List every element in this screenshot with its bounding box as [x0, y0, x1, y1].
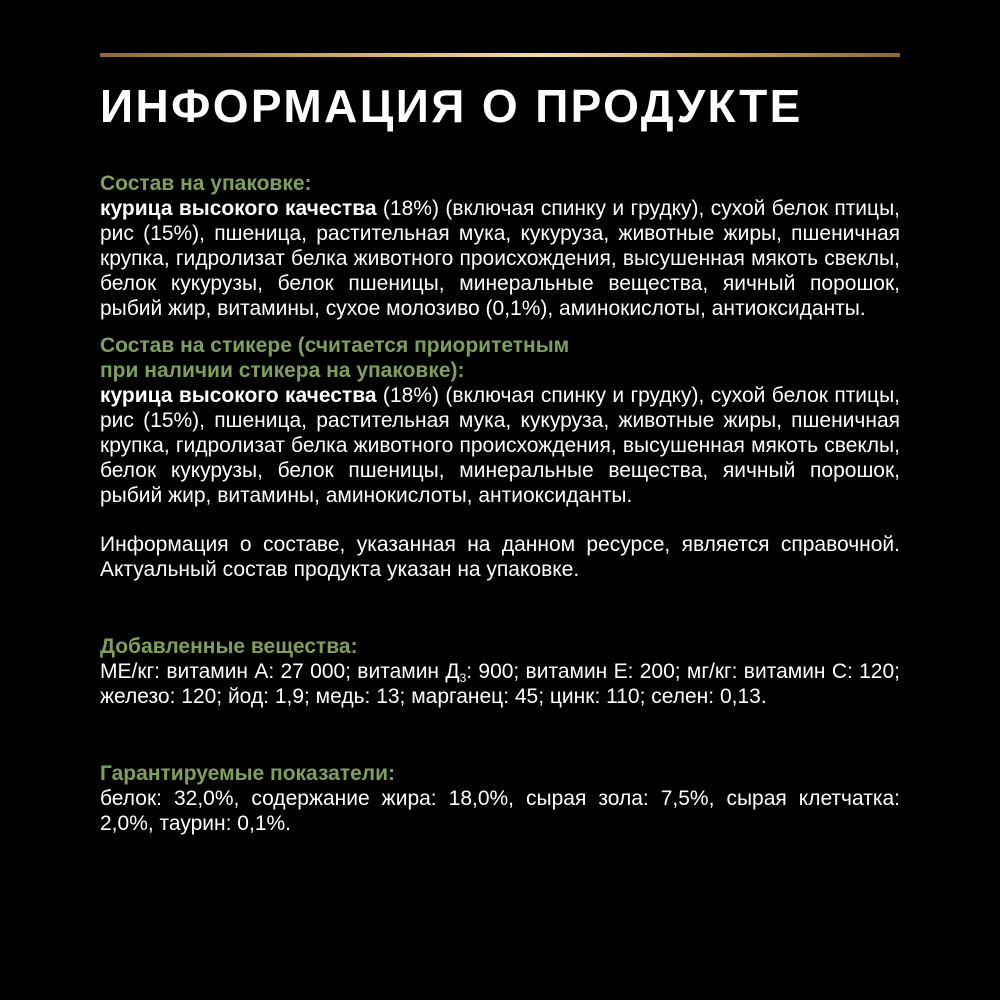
guaranteed-section	[100, 761, 900, 836]
additives-text	[100, 659, 900, 709]
composition-package-text	[100, 196, 900, 321]
composition-sticker-heading-line2: при наличии стикера на упаковке):	[100, 359, 465, 382]
reference-note: Информация о составе, указанная на данном ресурсе, является справочной. Актуальный состав продукта указан на упаковке.	[100, 533, 900, 581]
page-title: ИНФОРМАЦИЯ О ПРОДУКТЕ	[100, 80, 803, 132]
guaranteed-heading: Гарантируемые показатели:	[100, 762, 396, 785]
ingredient-list: (18%) (включая спинку и грудку), сухой белок птицы, рис (15%), пшеница, растительная мука, кукуруза, животные жиры, пшеничная крупка, гидролизат белка животного происхождения, высушенная мякоть свеклы, белок кукурузы, белок пшеницы, минеральные вещества, яичный порошок, рыбий жир, витамины, сухое молозиво (0,1%), аминокислоты, антиоксиданты.	[100, 197, 900, 320]
composition-sticker-text	[100, 383, 900, 508]
composition-sticker-heading	[100, 333, 900, 383]
product-info-content	[100, 171, 900, 836]
guaranteed-text: белок: 32,0%, содержание жира: 18,0%, сырая зола: 7,5%, сырая клетчатка: 2,0%, таурин: 0,1%.	[100, 787, 900, 835]
additives-text-part2: : 900; витамин Е: 200; мг/кг: витамин С: 120; железо: 120; йод: 1,9; медь: 13; марганец: 45; цинк: 110; селен: 0,13.	[100, 660, 900, 708]
composition-sticker-heading-line1: Состав на стикере (считается приоритетным	[100, 334, 570, 357]
composition-sticker-section	[100, 333, 900, 508]
vitamin-d-subscript: 3	[459, 671, 467, 685]
lead-ingredient: курица высокого качества	[100, 197, 377, 220]
reference-note-section	[100, 532, 900, 582]
additives-text-part1: МЕ/кг: витамин А: 27 000; витамин Д	[100, 660, 460, 683]
gold-divider	[100, 53, 900, 57]
lead-ingredient: курица высокого качества	[100, 384, 377, 407]
composition-package-section	[100, 171, 900, 321]
additives-heading: Добавленные вещества:	[100, 635, 358, 658]
composition-package-heading: Состав на упаковке:	[100, 172, 312, 195]
additives-section	[100, 634, 900, 709]
ingredient-list: (18%) (включая спинку и грудку), сухой белок птицы, рис (15%), пшеница, растительная мука, кукуруза, животные жиры, пшеничная крупка, гидролизат белка животного происхождения, высушенная мякоть свеклы, белок кукурузы, белок пшеницы, минеральные вещества, яичный порошок, рыбий жир, витамины, аминокислоты, антиоксиданты.	[100, 384, 900, 507]
